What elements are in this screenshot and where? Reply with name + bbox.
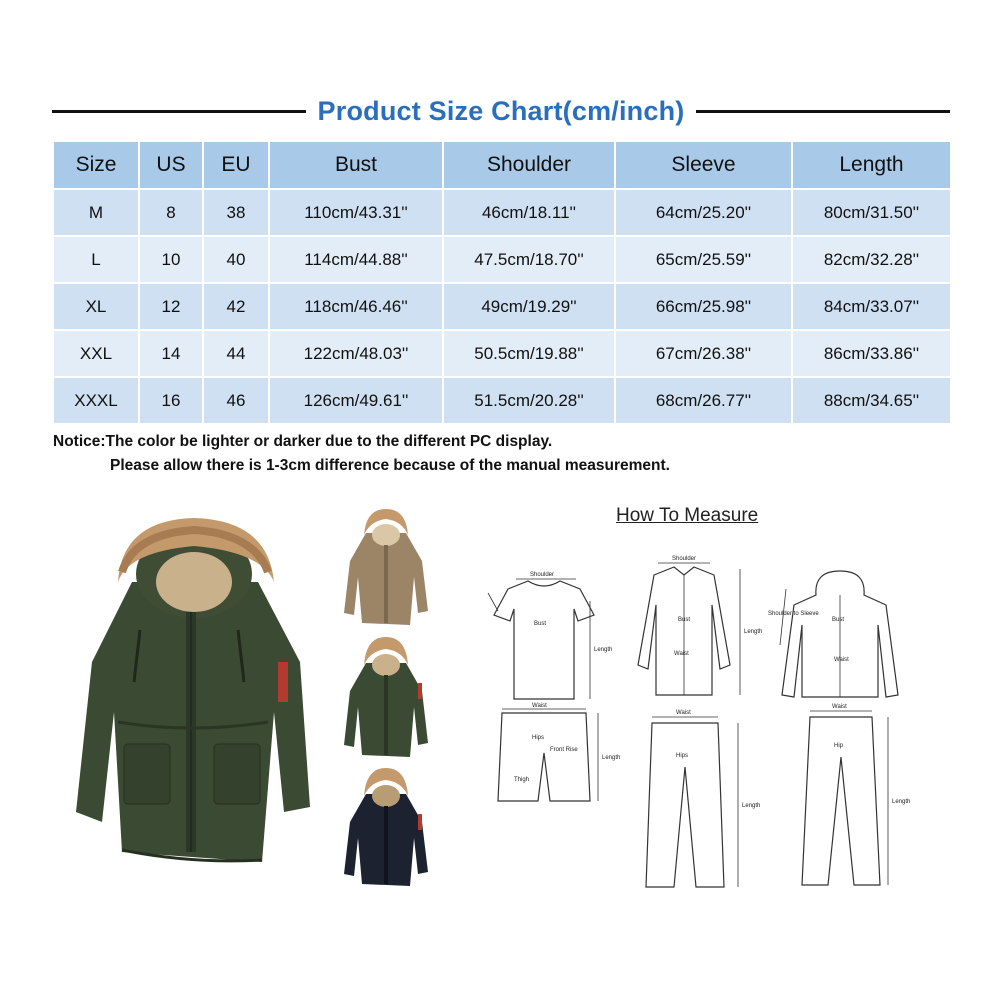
label-bust-shirt: Bust	[678, 617, 691, 623]
label-hips-shorts: Hips	[532, 735, 545, 741]
label-front-rise: Front Rise	[550, 747, 578, 753]
cell-us: 12	[139, 283, 203, 330]
cell-bust: 110cm/43.31''	[269, 189, 443, 236]
cell-sleeve: 67cm/26.38''	[615, 330, 792, 377]
label-bust-hoodie: Bust	[832, 617, 845, 623]
cell-size: XXL	[53, 330, 139, 377]
table-row	[53, 236, 951, 283]
cell-us: 10	[139, 236, 203, 283]
cell-length: 86cm/33.86''	[792, 330, 951, 377]
cell-shoulder: 47.5cm/18.70''	[443, 236, 615, 283]
table-row	[53, 377, 951, 424]
table-row	[53, 283, 951, 330]
table-row	[53, 330, 951, 377]
cell-eu: 44	[203, 330, 269, 377]
label-shoulder-to-sleeve: Shoulder to Sleeve	[768, 611, 819, 617]
cell-shoulder: 50.5cm/19.88''	[443, 330, 615, 377]
cell-size: XL	[53, 283, 139, 330]
label-hip-joggers: Hip	[834, 743, 844, 749]
label-length-tshirt: Length	[594, 647, 613, 653]
header-bust: Bust	[269, 141, 443, 189]
cell-us: 16	[139, 377, 203, 424]
cell-length: 88cm/34.65''	[792, 377, 951, 424]
size-table	[52, 140, 952, 425]
label-waist-joggers: Waist	[832, 704, 847, 710]
label-shoulder-tshirt: Shoulder	[530, 572, 555, 578]
cell-sleeve: 66cm/25.98''	[615, 283, 792, 330]
notice-text	[53, 430, 670, 478]
cell-shoulder: 51.5cm/20.28''	[443, 377, 615, 424]
label-waist-shirt: Waist	[674, 651, 689, 657]
cell-sleeve: 64cm/25.20''	[615, 189, 792, 236]
cell-eu: 40	[203, 236, 269, 283]
label-shoulder-shirt: Shoulder	[672, 556, 697, 562]
cell-us: 14	[139, 330, 203, 377]
cell-size: XXXL	[53, 377, 139, 424]
header-us: US	[139, 141, 203, 189]
cell-eu: 38	[203, 189, 269, 236]
label-waist-trousers: Waist	[676, 710, 691, 716]
label-waist-hoodie: Waist	[834, 657, 849, 663]
black-parka-thumbnail	[338, 764, 433, 888]
cell-eu: 42	[203, 283, 269, 330]
green-parka-thumbnail	[338, 633, 433, 759]
label-length-shorts: Length	[602, 755, 621, 761]
header-sleeve: Sleeve	[615, 141, 792, 189]
green-parka-main-image	[62, 512, 324, 882]
label-length-trousers: Length	[742, 803, 761, 809]
cell-sleeve: 65cm/25.59''	[615, 236, 792, 283]
header-shoulder: Shoulder	[443, 141, 615, 189]
label-thigh: Thigh	[514, 777, 530, 783]
cell-length: 80cm/31.50''	[792, 189, 951, 236]
cell-bust: 126cm/49.61''	[269, 377, 443, 424]
size-chart-title-row	[52, 88, 950, 134]
label-hips-trousers: Hips	[676, 753, 689, 759]
title-rule-left	[52, 110, 306, 113]
notice-line-2: Please allow there is 1-3cm difference because of the manual measurement.	[110, 457, 670, 474]
cell-length: 84cm/33.07''	[792, 283, 951, 330]
cell-bust: 122cm/48.03''	[269, 330, 443, 377]
cell-size: M	[53, 189, 139, 236]
cell-shoulder: 49cm/19.29''	[443, 283, 615, 330]
cell-sleeve: 68cm/26.77''	[615, 377, 792, 424]
khaki-parka-thumbnail	[338, 505, 433, 627]
label-bust-tshirt: Bust	[534, 621, 547, 627]
table-header-row	[53, 141, 951, 189]
table-row	[53, 189, 951, 236]
title-rule-right	[696, 110, 950, 113]
how-to-measure-title: How To Measure	[616, 505, 759, 526]
label-length-shirt: Length	[744, 629, 763, 635]
measurement-diagram	[468, 545, 928, 905]
cell-size: L	[53, 236, 139, 283]
header-length: Length	[792, 141, 951, 189]
cell-us: 8	[139, 189, 203, 236]
cell-length: 82cm/32.28''	[792, 236, 951, 283]
label-waist-shorts: Waist	[532, 703, 547, 709]
cell-shoulder: 46cm/18.11''	[443, 189, 615, 236]
header-size: Size	[53, 141, 139, 189]
cell-eu: 46	[203, 377, 269, 424]
notice-line-1: Notice:The color be lighter or darker due to the different PC display.	[53, 433, 553, 450]
label-length-joggers: Length	[892, 799, 911, 805]
cell-bust: 114cm/44.88''	[269, 236, 443, 283]
size-chart-title: Product Size Chart(cm/inch)	[317, 95, 685, 126]
header-eu: EU	[203, 141, 269, 189]
cell-bust: 118cm/46.46''	[269, 283, 443, 330]
